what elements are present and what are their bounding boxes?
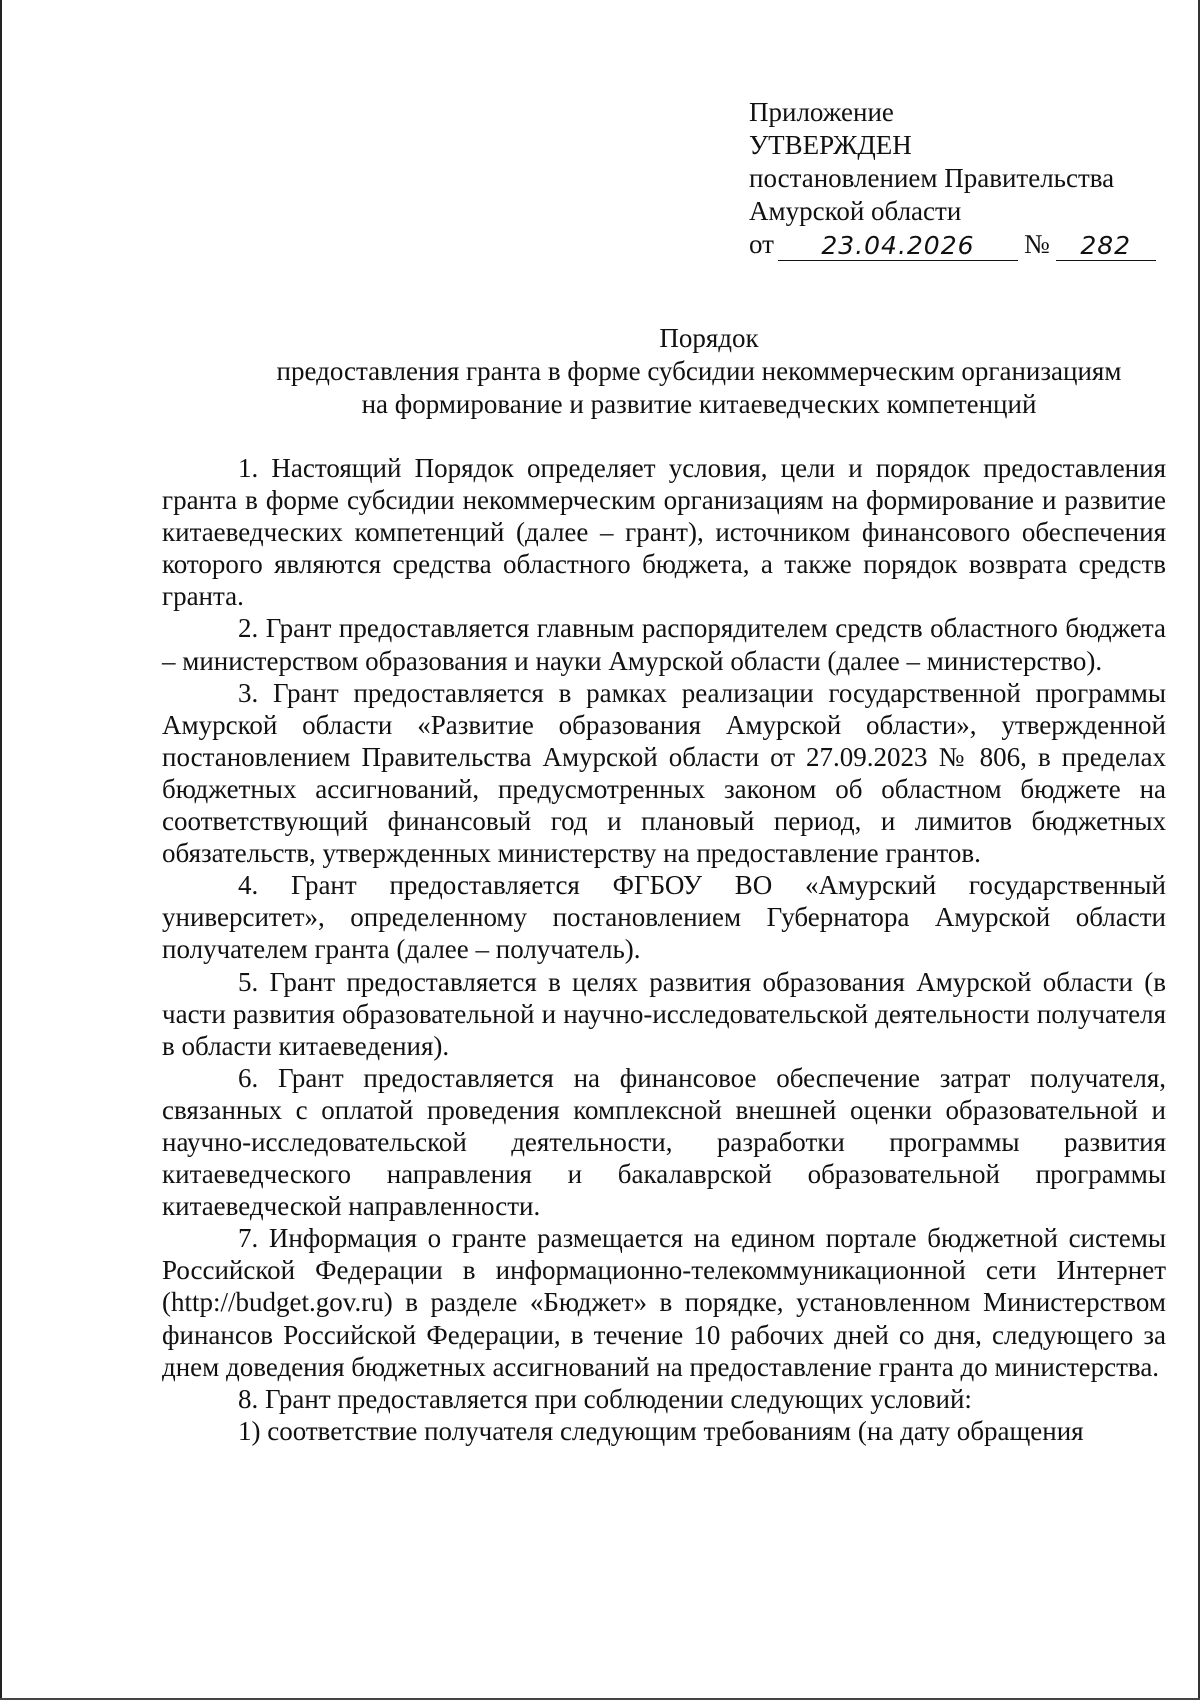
paragraph-4: 4. Грант предоставляется ФГБОУ ВО «Амурский государственный университет», определенному постановлением Губернатора Амурской области получателем гранта (далее – получатель). [162,870,1166,965]
date-number-row [749,228,1169,261]
resolution-label: постановлением Правительства [749,163,1115,193]
title-line-3: на формирование и развитие китаеведческих компетенций [361,389,1037,419]
page-left-edge [0,0,2,1700]
handwritten-date: 23.04.2026 [778,232,1018,261]
title-line-2: предоставления гранта в форме субсидии некоммерческим организациям [276,356,1122,386]
from-label: от [749,229,774,259]
document-title [160,322,1200,421]
document-body [162,452,1166,1447]
paragraph-3: 3. Грант предоставляется в рамках реализации государственной программы Амурской области «Развитие образования Амурской области», утвержденной постановлением Правительства Амурской области от 27.09.2023 № 806, в пределах бюджетных ассигнований, предусмотренных законом об областном бюджете на соответствующий финансовый год и плановый период, и лимитов бюджетных обязательств, утвержденных министерству на предоставление грантов. [162,677,1166,869]
title-line-1: Порядок [659,323,759,353]
handwritten-number: 282 [1056,232,1156,261]
paragraph-6: 6. Грант предоставляется на финансовое обеспечение затрат получателя, связанных с оплатой проведения комплексной внешней оценки образовательной и научно-исследовательской деятельности, разработки программы развития китаеведческого направления и бакалаврской образовательной программы китаеведческой направленности. [162,1062,1166,1222]
approval-block [749,96,1169,261]
paragraph-2: 2. Грант предоставляется главным распорядителем средств областного бюджета – министерством образования и науки Амурской области (далее – министерство). [162,613,1166,676]
approved-label: УТВЕРЖДЕН [749,130,912,160]
number-sign: № [1023,229,1050,259]
paragraph-7: 7. Информация о гранте размещается на едином портале бюджетной системы Российской Федерации в информационно-телекоммуникационной сети Интернет (http://budget.gov.ru) в разделе «Бюджет» в порядке, установленном Министерством финансов Российской Федерации, в течение 10 рабочих дней со дня, следующего за днем доведения бюджетных ассигнований на предоставление гранта до министерства. [162,1223,1166,1382]
paragraph-1: 1. Настоящий Порядок определяет условия, цели и порядок предоставления гранта в форме субсидии некоммерческим организациям на формирование и развитие китаеведческих компетенций (далее – грант), источником финансового обеспечения которого являются средства областного бюджета, а также порядок возврата средств гранта. [162,453,1166,612]
appendix-label: Приложение [749,97,894,127]
paragraph-5: 5. Грант предоставляется в целях развития образования Амурской области (в части развития образовательной и научно-исследовательской деятельности получателя в области китаеведения). [162,966,1166,1061]
region-label: Амурской области [749,196,962,226]
paragraph-8-item-1: 1) соответствие получателя следующим требованиям (на дату обращения [238,1415,1084,1446]
paragraph-8: 8. Грант предоставляется при соблюдении следующих условий: [238,1383,972,1414]
